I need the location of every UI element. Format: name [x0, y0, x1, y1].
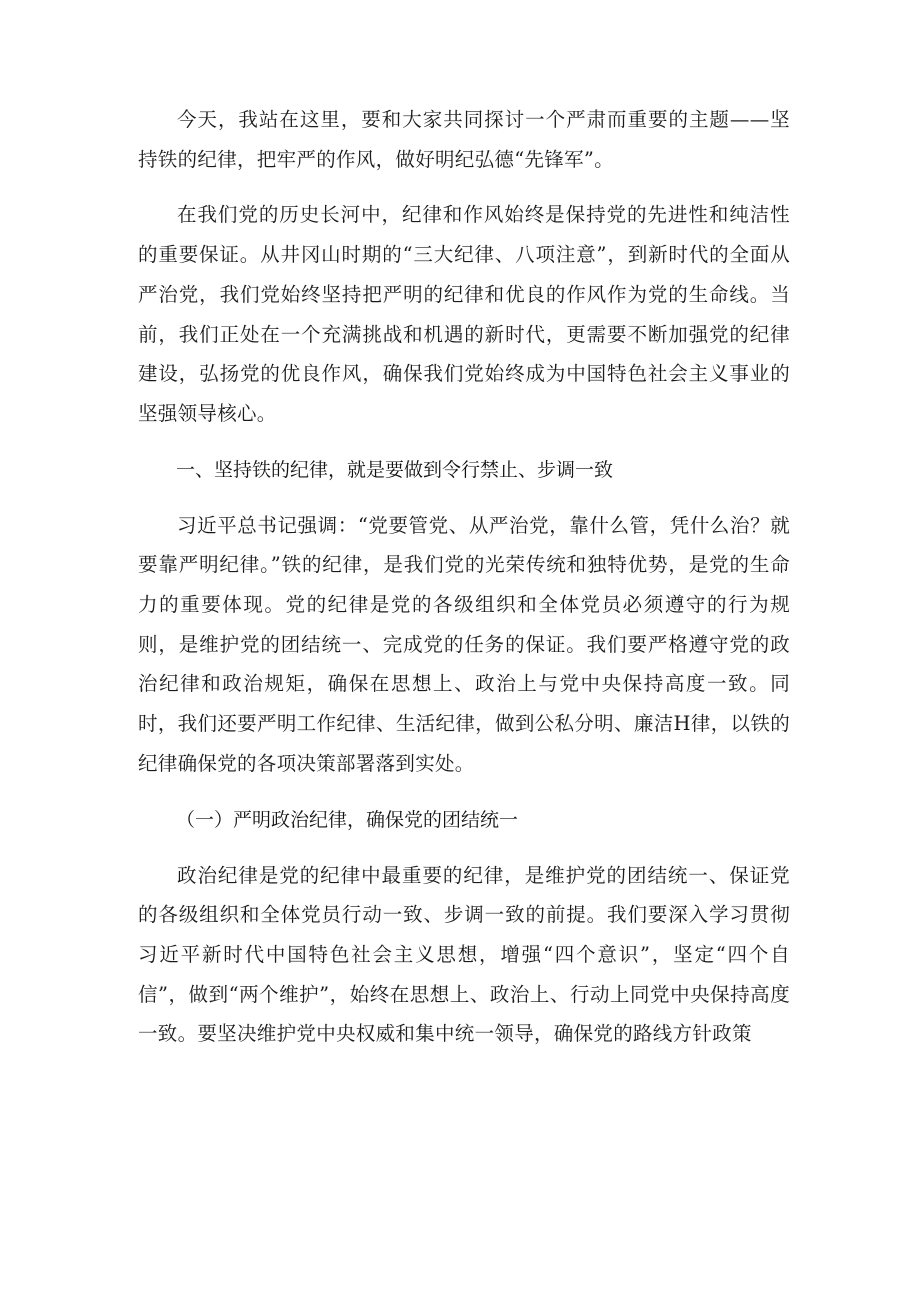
section-heading-1: 一、坚持铁的纪律，就是要做到令行禁止、步调一致 [176, 458, 614, 481]
document-body [138, 100, 790, 1070]
paragraph-iron-discipline: 习近平总书记强调：“党要管党、从严治党，靠什么管，凭什么治？就要靠严明纪律。”铁的纪律，是我们党的光荣传统和独特优势，是党的生命力的重要体现。党的纪律是党的各级组织和全体党员必须遵守的行为规则，是维护党的团结统一、完成党的任务的保证。我们要严格遵守党的政治纪律和政治规矩，确保在思想上、政治上与党中央保持高度一致。同时，我们还要严明工作纪律、生活纪律，做到公私分明、廉洁H律，以铁的纪律确保党的各项决策部署落到实处。 [138, 513, 790, 775]
paragraph-political-discipline: 政治纪律是党的纪律中最重要的纪律，是维护党的团结统一、保证党的各级组织和全体党员行动一致、步调一致的前提。我们要深入学习贯彻习近平新时代中国特色社会主义思想，增强“四个意识”，坚定“四个自信”，做到“两个维护”，始终在思想上、政治上、行动上同党中央保持高度一致。要坚决维护党中央权威和集中统一领导，确保党的路线方针政策 [138, 863, 790, 1046]
paragraph-history: 在我们党的历史长河中，纪律和作风始终是保持党的先进性和纯洁性的重要保证。从井冈山时期的“三大纪律、八项注意”，到新时代的全面从严治党，我们党始终坚持把严明的纪律和优良的作风作为党的生命线。当前，我们正处在一个充满挑战和机遇的新时代，更需要不断加强党的纪律建设，弘扬党的优良作风，确保我们党始终成为中国特色社会主义事业的坚强领导核心。 [138, 203, 790, 425]
subsection-heading-1: （一）严明政治纪律，确保党的团结统一 [176, 808, 519, 831]
paragraph-intro: 今天，我站在这里，要和大家共同探讨一个严肃而重要的主题——坚持铁的纪律，把牢严的作风，做好明纪弘德“先锋军”。 [138, 108, 790, 171]
